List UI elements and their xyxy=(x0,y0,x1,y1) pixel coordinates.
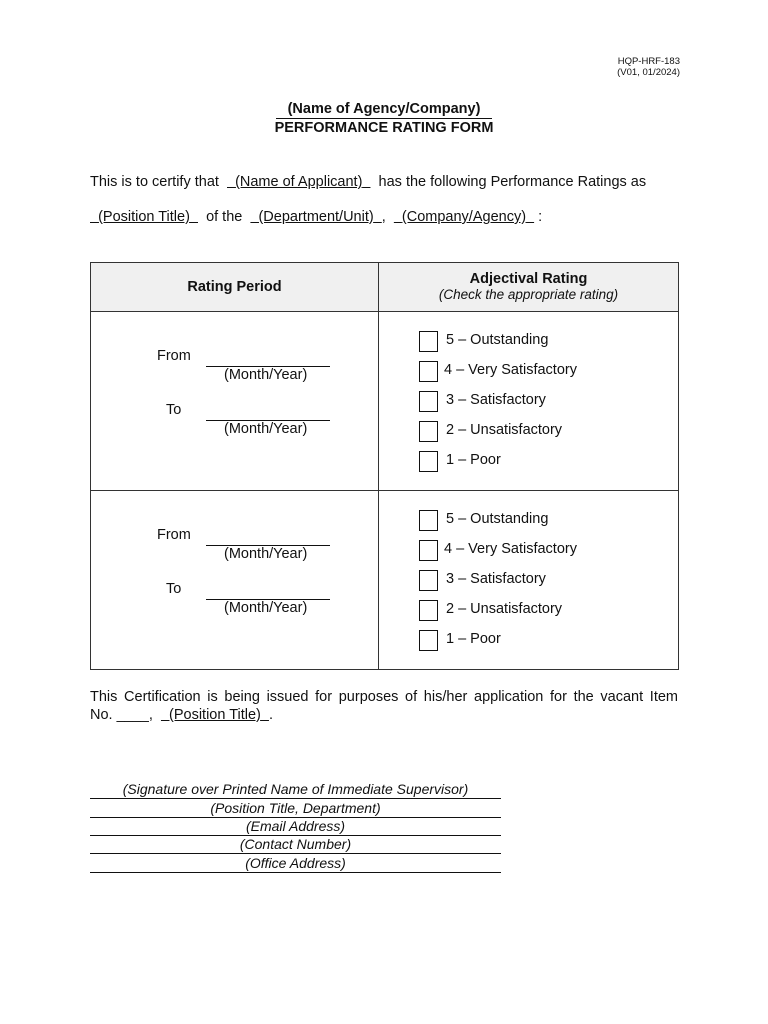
month-year-hint: (Month/Year) xyxy=(224,367,308,383)
form-version: (V01, 01/2024) xyxy=(617,67,680,78)
from-label: From xyxy=(157,348,191,364)
applicant-name-field xyxy=(227,174,370,190)
company-text: (Company/Agency) xyxy=(401,209,527,225)
position-title-text: (Position Title) xyxy=(98,209,190,225)
agency-name-text: (Name of Agency/Company) xyxy=(276,101,493,119)
office-address-line: (Office Address) xyxy=(90,854,501,873)
department-text: (Department/Unit) xyxy=(258,209,374,225)
adjectival-rating-subtitle: (Check the appropriate rating) xyxy=(438,287,619,302)
certification-line-2 xyxy=(90,706,678,724)
adjectival-rating-title: Adjectival Rating xyxy=(469,271,588,287)
form-code: HQP-HRF-183 xyxy=(617,56,680,67)
to-label: To xyxy=(166,581,182,597)
rating-period-cell-1 xyxy=(91,312,379,491)
applicant-name-text: (Name of Applicant) xyxy=(235,174,363,190)
rating-option-label: 1 – Poor xyxy=(446,452,501,468)
checkbox[interactable] xyxy=(419,451,438,472)
table-row xyxy=(91,491,679,670)
table-row xyxy=(91,312,679,491)
adjectival-rating-header xyxy=(379,263,679,312)
position-department-line: (Position Title, Department) xyxy=(90,799,501,818)
department-field xyxy=(250,209,381,225)
month-year-hint: (Month/Year) xyxy=(224,600,308,616)
checkbox[interactable] xyxy=(419,391,438,412)
table-header-row xyxy=(91,263,679,312)
colon-text: : xyxy=(538,209,543,225)
of-the-text: of the xyxy=(206,209,243,225)
position-title-text-2: (Position Title) xyxy=(169,707,261,723)
rating-option-label: 4 – Very Satisfactory xyxy=(444,362,577,378)
rating-options-cell-1 xyxy=(379,312,679,491)
period-text: . xyxy=(268,707,273,723)
position-title-field xyxy=(90,209,198,225)
rating-option-label: 5 – Outstanding xyxy=(446,511,549,527)
rating-options-cell-2 xyxy=(379,491,679,670)
certify-line-1 xyxy=(90,174,678,190)
to-label: To xyxy=(166,402,182,418)
certify-line-2 xyxy=(90,209,678,225)
rating-period-cell-2 xyxy=(91,491,379,670)
agency-name xyxy=(0,101,768,119)
month-year-hint: (Month/Year) xyxy=(224,546,308,562)
position-title-field-2 xyxy=(161,707,269,723)
rating-option-label: 2 – Unsatisfactory xyxy=(446,422,563,438)
checkbox[interactable] xyxy=(419,570,438,591)
email-address-line: (Email Address) xyxy=(90,817,501,836)
rating-period-header: Rating Period xyxy=(91,263,379,312)
rating-option-label: 2 – Unsatisfactory xyxy=(446,601,563,617)
checkbox[interactable] xyxy=(419,630,438,651)
rating-option-label: 5 – Outstanding xyxy=(446,332,549,348)
item-no-text: No. ____, xyxy=(90,707,153,723)
contact-number-line: (Contact Number) xyxy=(90,835,501,854)
checkbox[interactable] xyxy=(419,421,438,442)
company-field xyxy=(394,209,534,225)
rating-option-label: 4 – Very Satisfactory xyxy=(444,541,577,557)
certify-text-1: This is to certify that xyxy=(90,174,219,190)
rating-option-label: 3 – Satisfactory xyxy=(446,392,546,408)
checkbox[interactable] xyxy=(419,510,438,531)
rating-option-label: 1 – Poor xyxy=(446,631,501,647)
checkbox[interactable] xyxy=(419,361,438,382)
from-label: From xyxy=(157,527,191,543)
checkbox[interactable] xyxy=(419,331,438,352)
supervisor-signature-line: (Signature over Printed Name of Immediate Supervisor) xyxy=(90,780,501,799)
certification-text: This Certification is being issued for purposes of his/her application for the vacant Item xyxy=(90,689,678,705)
rating-table xyxy=(90,262,679,670)
checkbox[interactable] xyxy=(419,540,438,561)
comma-text: , xyxy=(381,209,386,225)
rating-option-label: 3 – Satisfactory xyxy=(446,571,546,587)
certify-text-2: has the following Performance Ratings as xyxy=(378,174,647,190)
checkbox[interactable] xyxy=(419,600,438,621)
form-title: PERFORMANCE RATING FORM xyxy=(274,120,494,136)
month-year-hint: (Month/Year) xyxy=(224,421,308,437)
